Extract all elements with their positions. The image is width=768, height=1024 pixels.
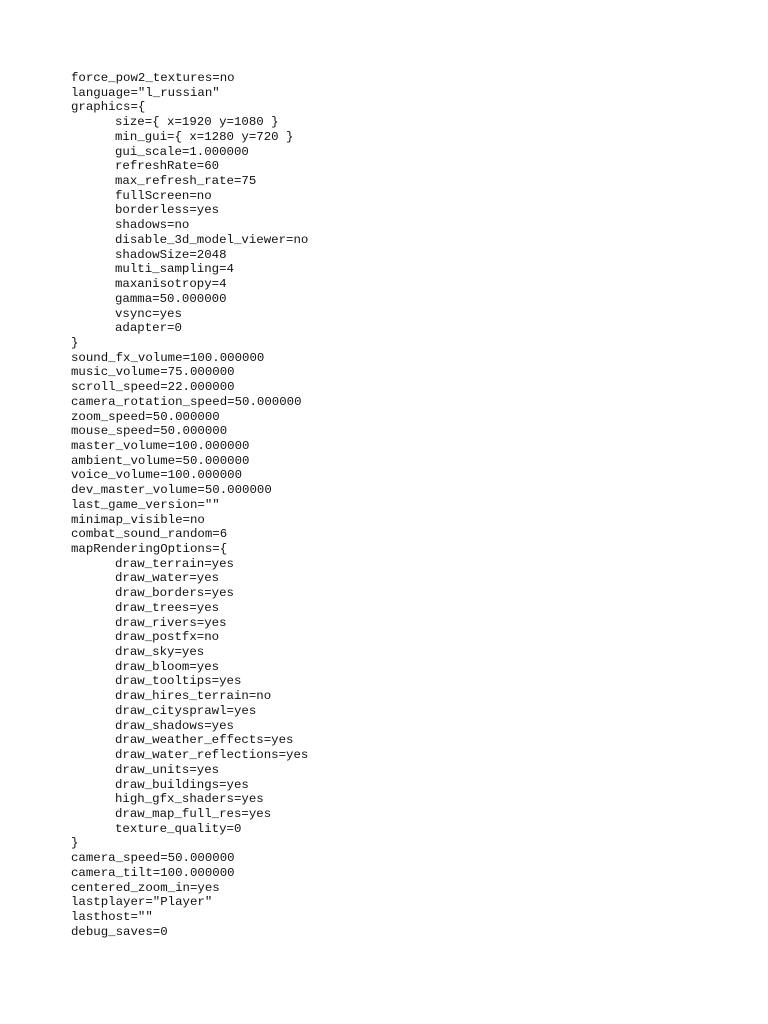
config-line: draw_postfx=no — [115, 630, 220, 645]
config-line: borderless=yes — [115, 203, 220, 218]
config-line: } — [71, 335, 79, 350]
config-line: camera_tilt=100.000000 — [71, 865, 235, 880]
config-line: draw_sky=yes — [115, 645, 205, 660]
config-line: draw_units=yes — [115, 762, 220, 777]
config-line: draw_borders=yes — [115, 586, 234, 601]
config-line: draw_bloom=yes — [115, 659, 220, 674]
config-line: gamma=50.000000 — [115, 291, 227, 306]
settings-text-document — [71, 71, 308, 939]
config-line: refreshRate=60 — [115, 159, 220, 174]
config-line: zoom_speed=50.000000 — [71, 409, 220, 424]
config-line: fullScreen=no — [115, 188, 212, 203]
config-line: mapRenderingOptions={ — [71, 542, 228, 556]
config-line: multi_sampling=4 — [115, 262, 234, 277]
config-line: draw_rivers=yes — [115, 615, 227, 630]
config-line: texture_quality=0 — [115, 821, 242, 836]
config-line: graphics={ — [71, 100, 146, 115]
config-line: draw_tooltips=yes — [115, 674, 242, 689]
config-line: combat_sound_random=6 — [71, 527, 228, 542]
config-line: draw_buildings=yes — [115, 777, 249, 792]
config-line: scroll_speed=22.000000 — [71, 380, 235, 395]
config-line: force_pow2_textures=no — [71, 71, 235, 85]
config-line: vsync=yes — [115, 306, 182, 321]
config-line: min_gui={ x=1280 y=720 } — [115, 129, 294, 144]
config-line: master_volume=100.000000 — [71, 438, 250, 453]
config-line: lasthost="" — [71, 909, 153, 924]
config-line: draw_hires_terrain=no — [115, 689, 272, 704]
config-line: adapter=0 — [115, 321, 182, 336]
config-line: sound_fx_volume=100.000000 — [71, 350, 265, 365]
config-line: language="l_russian" — [71, 85, 220, 100]
config-line: camera_speed=50.000000 — [71, 851, 235, 866]
config-line: minimap_visible=no — [71, 512, 205, 527]
config-line: draw_citysprawl=yes — [115, 703, 257, 718]
config-line: debug_saves=0 — [71, 924, 168, 939]
config-line: max_refresh_rate=75 — [115, 174, 257, 189]
config-line: mouse_speed=50.000000 — [71, 424, 228, 439]
config-line: last_game_version="" — [71, 497, 220, 512]
config-line: dev_master_volume=50.000000 — [71, 483, 272, 498]
config-line: shadows=no — [115, 218, 190, 233]
config-line: draw_terrain=yes — [115, 556, 234, 571]
config-line: ambient_volume=50.000000 — [71, 453, 250, 468]
config-line: camera_rotation_speed=50.000000 — [71, 394, 302, 409]
config-line: shadowSize=2048 — [115, 247, 227, 262]
config-line: draw_water=yes — [115, 571, 220, 586]
config-line: } — [71, 836, 79, 851]
config-line: voice_volume=100.000000 — [71, 468, 243, 483]
config-line: disable_3d_model_viewer=no — [115, 232, 309, 247]
config-line: draw_shadows=yes — [115, 718, 234, 733]
config-line: draw_weather_effects=yes — [115, 733, 294, 748]
config-line: centered_zoom_in=yes — [71, 880, 220, 895]
config-line: music_volume=75.000000 — [71, 365, 235, 380]
config-line: draw_map_full_res=yes — [115, 806, 272, 821]
config-line: draw_trees=yes — [115, 600, 220, 615]
config-line: lastplayer="Player" — [71, 895, 213, 910]
config-line: high_gfx_shaders=yes — [115, 792, 264, 807]
config-line: gui_scale=1.000000 — [115, 144, 249, 159]
config-line: size={ x=1920 y=1080 } — [115, 115, 279, 130]
config-line: maxanisotropy=4 — [115, 277, 227, 292]
config-line: draw_water_reflections=yes — [115, 748, 309, 763]
